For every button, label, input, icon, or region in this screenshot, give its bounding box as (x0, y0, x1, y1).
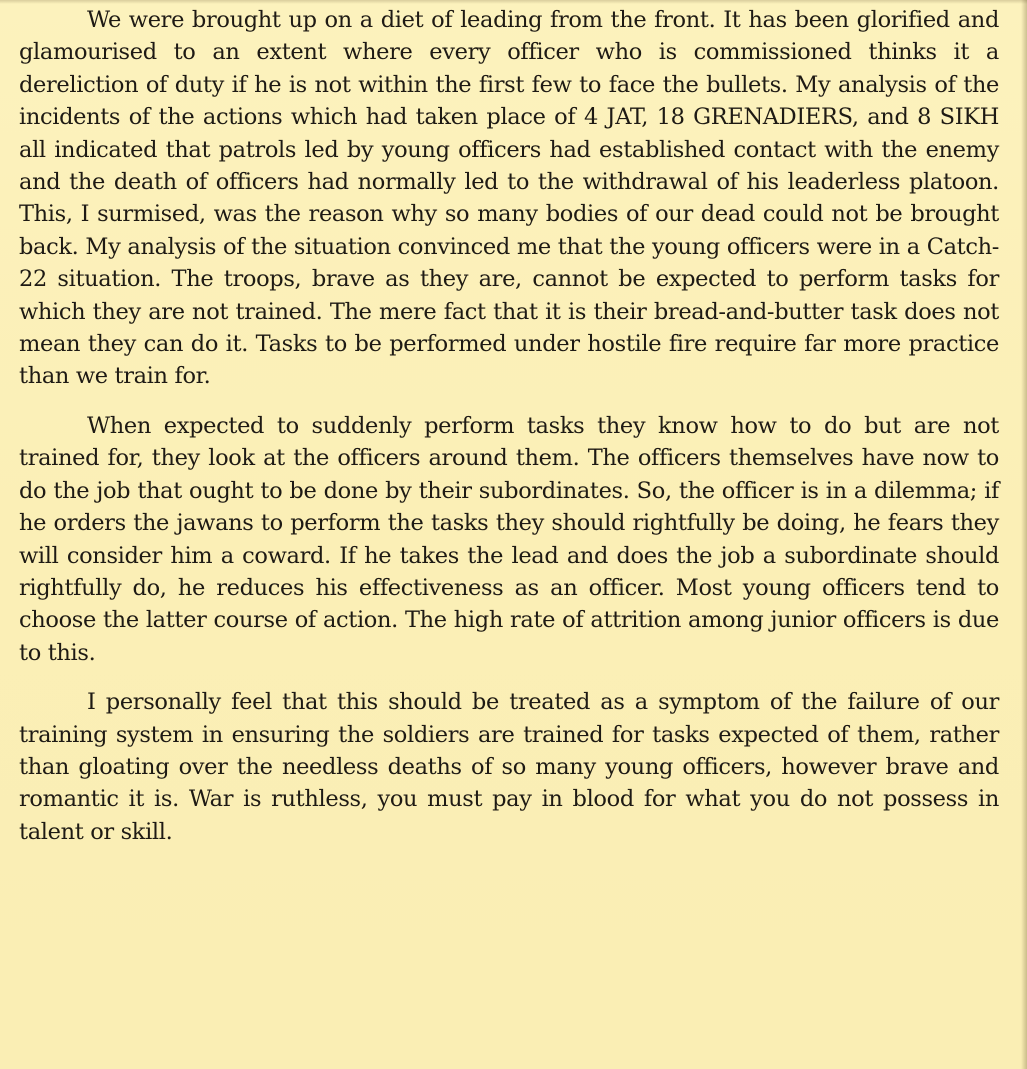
paragraph-2: When expected to suddenly perform tasks they know how to do but are not trained for, they look at the officers around them. The officers themselves have now to do the job that ought to be done by their subordinates. So, the officer is in a dilemma; if he orders the jawans to perform the tasks they should rightfully be doing, he fears they will consider him a coward. If he takes the lead and does the job a subordinate should rightfully do, he reduces his effectiveness as an officer. Most young officers tend to choose the latter course of action. The high rate of attrition among junior officers is due to this. (19, 412, 999, 666)
page-right-shadow (1021, 0, 1027, 1069)
paragraph-3: I personally feel that this should be treated as a symptom of the failure of our training system in ensuring the soldiers are trained for tasks expected of them, rather than gloating over the needless deaths of so many young officers, however brave and romantic it is. War is ruthless, you must pay in blood for what you do not possess in talent or skill. (19, 689, 999, 845)
paragraph-1: We were brought up on a diet of leading from the front. It has been glorified and glamourised to an extent where every officer who is commissioned thinks it a dereliction of duty if he is not within the first few to face the bullets. My analysis of the incidents of the actions which had taken place of 4 JAT, 18 GRENADIERS, and 8 SIKH all indicated that patrols led by young officers had established contact with the enemy and the death of officers had normally led to the withdrawal of his leaderless platoon. This, I surmised, was the reason why so many bodies of our dead could not be brought back. My analysis of the situation convinced me that the young officers were in a Catch-22 situation. The troops, brave as they are, cannot be expected to perform tasks for which they are not trained. The mere fact that it is their bread-and-butter task does not mean they can do it. Tasks to be performed under hostile fire require far more practice than we train for. (19, 7, 999, 390)
page-body-text (19, 4, 999, 848)
